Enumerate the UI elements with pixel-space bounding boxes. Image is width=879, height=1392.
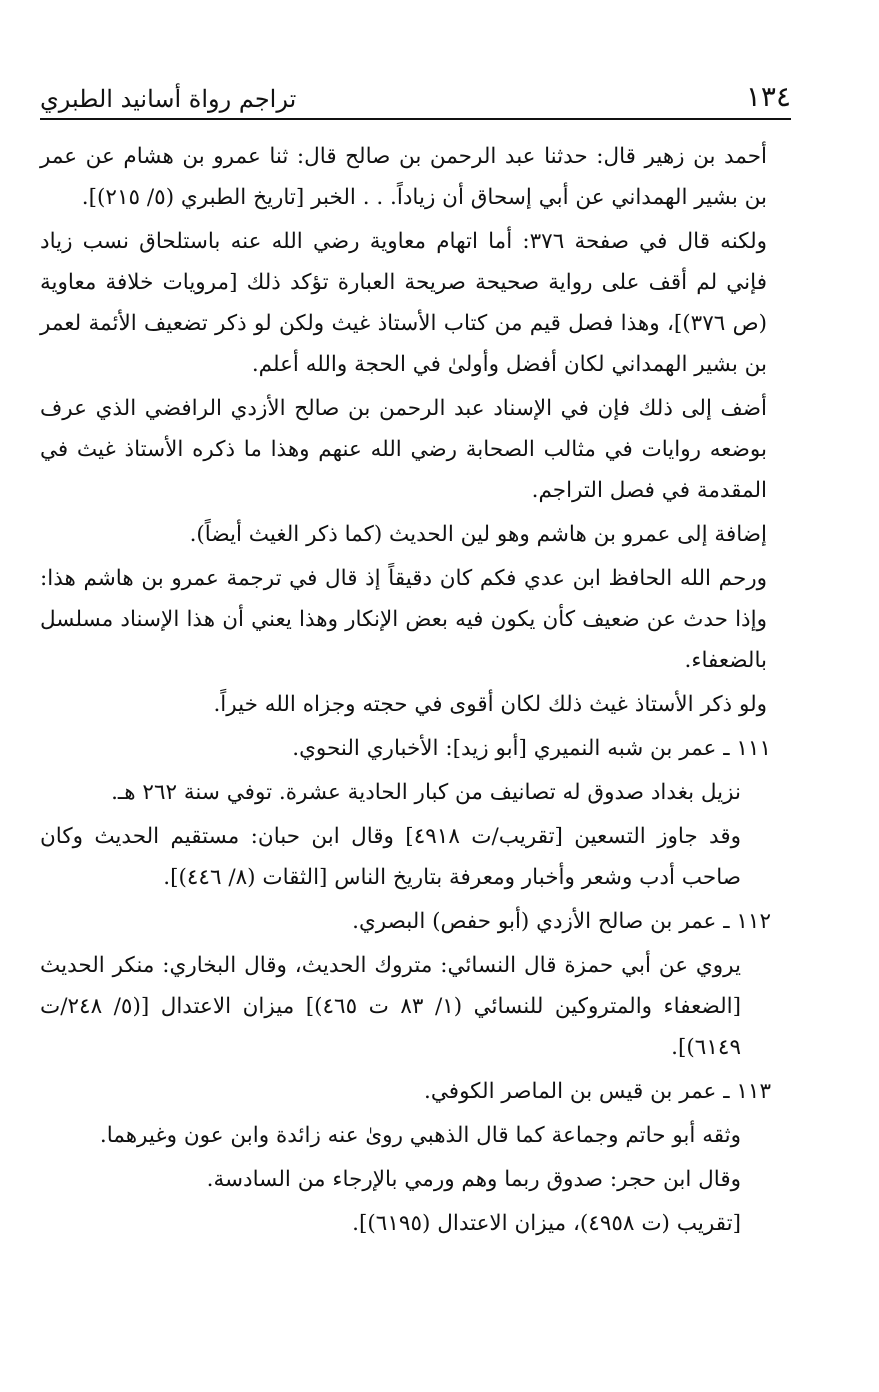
entry-heading-113: ١١٣ ـ عمر بن قيس بن الماصر الكوفي. bbox=[424, 1079, 771, 1104]
entry-heading-112: ١١٢ ـ عمر بن صالح الأزدي (أبو حفص) البصري. bbox=[352, 909, 771, 934]
running-title: تراجم رواة أسانيد الطبري bbox=[40, 85, 297, 113]
body-text bbox=[40, 136, 771, 1247]
paragraph: [تقريب (ت ٤٩٥٨)، ميزان الاعتدال (٦١٩٥)]. bbox=[352, 1211, 741, 1236]
paragraph: أضف إلى ذلك فإن في الإسناد عبد الرحمن بن صالح الأزدي الرافضي الذي عرف بوضعه روايات في مثالب الصحابة رضي الله عنهم وهذا ما ذكره الأستاذ غيث في المقدمة في فصل التراجم. bbox=[40, 396, 767, 503]
page-header bbox=[40, 78, 791, 120]
paragraph: ورحم الله الحافظ ابن عدي فكم كان دقيقاً إذ قال في ترجمة عمرو بن هاشم هذا: وإذا حدث عن ضعيف كأن يكون فيه بعض الإنكار وهذا يعني أن هذا الإسناد مسلسل بالضعفاء. bbox=[40, 566, 767, 673]
paragraph: إضافة إلى عمرو بن هاشم وهو لين الحديث (كما ذكر الغيث أيضاً). bbox=[189, 522, 767, 547]
paragraph: وقال ابن حجر: صدوق ربما وهم ورمي بالإرجاء من السادسة. bbox=[206, 1167, 741, 1192]
paragraph: وقد جاوز التسعين [تقريب/ت ٤٩١٨] وقال ابن حبان: مستقيم الحديث وكان صاحب أدب وشعر وأخبار ومعرفة بتاريخ الناس [الثقات (٨/ ٤٤٦)]. bbox=[40, 824, 742, 890]
paragraph: يروي عن أبي حمزة قال النسائي: متروك الحديث، وقال البخاري: منكر الحديث [الضعفاء والمتروكين للنسائي (١/ ٨٣ ت ٤٦٥)] ميزان الاعتدال [(٥/ ٢٤٨/ت ٦١٤٩)]. bbox=[40, 953, 742, 1060]
paragraph: أحمد بن زهير قال: حدثنا عبد الرحمن بن صالح قال: ثنا عمرو بن هشام عن عمر بن بشير الهمداني عن أبي إسحاق أن زياداً. . . الخبر [تاريخ الطبري (٥/ ٢١٥)]. bbox=[40, 144, 767, 210]
page-number: ١٣٤ bbox=[745, 80, 791, 113]
paragraph: ولكنه قال في صفحة ٣٧٦: أما اتهام معاوية رضي الله عنه باستلحاق نسب زياد فإني لم أقف على رواية صحيحة صريحة العبارة تؤكد ذلك [مرويات خلافة معاوية (ص ٣٧٦)]، وهذا فصل قيم من كتاب الأستاذ غيث ولكن لو ذكر تضعيف الأئمة لعمر بن بشير الهمداني لكان أفضل وأولىٰ في الحجة والله أعلم. bbox=[40, 229, 768, 377]
paragraph: وثقه أبو حاتم وجماعة كما قال الذهبي روىٰ عنه زائدة وابن عون وغيرهما. bbox=[99, 1123, 741, 1148]
entry-heading-111: ١١١ ـ عمر بن شبه النميري [أبو زيد]: الأخباري النحوي. bbox=[292, 736, 771, 761]
paragraph: ولو ذكر الأستاذ غيث ذلك لكان أقوى في حجته وجزاه الله خيراً. bbox=[213, 692, 767, 717]
paragraph: نزيل بغداد صدوق له تصانيف من كبار الحادية عشرة. توفي سنة ٢٦٢ هـ. bbox=[111, 780, 741, 805]
